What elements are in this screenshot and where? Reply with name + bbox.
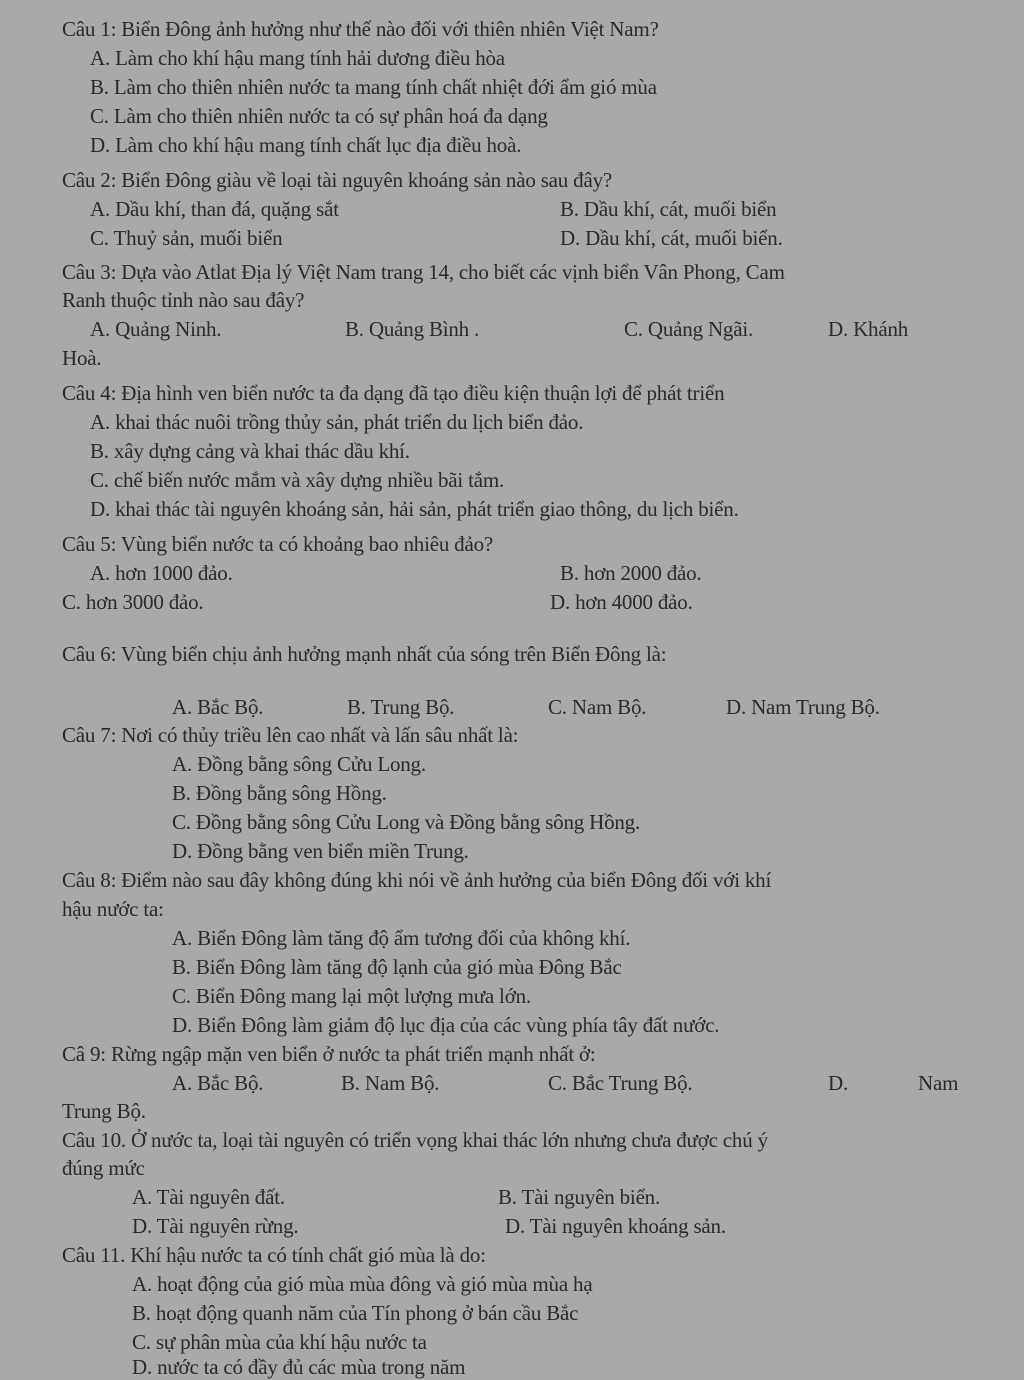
question-5-option-b: B. hơn 2000 đảo. bbox=[560, 561, 702, 585]
question-7-option-d: D. Đồng bằng ven biển miền Trung. bbox=[172, 839, 469, 863]
question-11-option-b: B. hoạt động quanh năm của Tín phong ở bán cầu Bắc bbox=[132, 1301, 579, 1325]
question-2-option-b: B. Dầu khí, cát, muối biển bbox=[560, 197, 777, 221]
question-11-option-a: A. hoạt động của gió mùa mùa đông và gió mùa mùa hạ bbox=[132, 1272, 593, 1296]
question-10-stem-line1: Câu 10. Ở nước ta, loại tài nguyên có triển vọng khai thác lớn nhưng chưa được chú ý bbox=[62, 1128, 768, 1152]
question-6-option-c: C. Nam Bộ. bbox=[548, 695, 647, 719]
question-2-stem: Câu 2: Biển Đông giàu về loại tài nguyên khoáng sản nào sau đây? bbox=[62, 168, 612, 192]
question-9-option-b: B. Nam Bộ. bbox=[341, 1071, 440, 1095]
question-6-option-d: D. Nam Trung Bộ. bbox=[726, 695, 880, 719]
question-9-option-c: C. Bắc Trung Bộ. bbox=[548, 1071, 693, 1095]
question-5-option-c: C. hơn 3000 đảo. bbox=[62, 590, 204, 614]
question-2-option-d: D. Dầu khí, cát, muối biển. bbox=[560, 226, 783, 250]
question-11-option-d: D. nước ta có đầy đủ các mùa trong năm bbox=[132, 1355, 466, 1379]
question-9-stem: Câ 9: Rừng ngập mặn ven biển ở nước ta phát triển mạnh nhất ở: bbox=[62, 1042, 596, 1066]
question-9-option-d: D. bbox=[828, 1071, 849, 1095]
question-8-option-a: A. Biển Đông làm tăng độ ẩm tương đối của không khí. bbox=[172, 926, 631, 950]
question-8-option-d: D. Biển Đông làm giảm độ lục địa của các vùng phía tây đất nước. bbox=[172, 1013, 720, 1037]
question-10-option-a: A. Tài nguyên đất. bbox=[132, 1185, 285, 1209]
question-4-option-b: B. xây dựng cảng và khai thác dầu khí. bbox=[90, 439, 410, 463]
question-3-stem-line1: Câu 3: Dựa vào Atlat Địa lý Việt Nam trang 14, cho biết các vịnh biển Vân Phong, Cam bbox=[62, 260, 785, 284]
question-7-option-a: A. Đồng bằng sông Cửu Long. bbox=[172, 752, 426, 776]
question-5-stem: Câu 5: Vùng biển nước ta có khoảng bao nhiêu đảo? bbox=[62, 532, 494, 556]
question-3-option-c: C. Quảng Ngãi. bbox=[624, 317, 754, 341]
question-5-option-d: D. hơn 4000 đảo. bbox=[550, 590, 693, 614]
question-7-option-c: C. Đồng bằng sông Cửu Long và Đồng bằng sông Hồng. bbox=[172, 810, 641, 834]
question-10-option-c: D. Tài nguyên rừng. bbox=[132, 1214, 299, 1238]
question-1-stem: Câu 1: Biển Đông ảnh hưởng như thế nào đối với thiên nhiên Việt Nam? bbox=[62, 17, 659, 41]
question-3-option-b: B. Quảng Bình . bbox=[345, 317, 480, 341]
question-9-option-d-wrap: Trung Bộ. bbox=[62, 1099, 146, 1123]
question-2-option-a: A. Dầu khí, than đá, quặng sắt bbox=[90, 197, 339, 221]
question-6-option-b: B. Trung Bộ. bbox=[347, 695, 455, 719]
question-1-option-a: A. Làm cho khí hậu mang tính hải dương điều hòa bbox=[90, 46, 505, 70]
question-4-option-c: C. chế biến nước mắm và xây dựng nhiều bãi tắm. bbox=[90, 468, 505, 492]
question-4-stem: Câu 4: Địa hình ven biển nước ta đa dạng đã tạo điều kiện thuận lợi để phát triển bbox=[62, 381, 725, 405]
question-3-option-a: A. Quảng Ninh. bbox=[90, 317, 222, 341]
question-6-option-a: A. Bắc Bộ. bbox=[172, 695, 264, 719]
question-9-option-a: A. Bắc Bộ. bbox=[172, 1071, 264, 1095]
question-3-option-d-wrap: Hoà. bbox=[62, 346, 102, 370]
question-8-option-c: C. Biển Đông mang lại một lượng mưa lớn. bbox=[172, 984, 531, 1008]
question-11-option-c: C. sự phân mùa của khí hậu nước ta bbox=[132, 1330, 427, 1354]
question-1-option-b: B. Làm cho thiên nhiên nước ta mang tính chất nhiệt đới ẩm gió mùa bbox=[90, 75, 657, 99]
question-1-option-d: D. Làm cho khí hậu mang tính chất lục địa điều hoà. bbox=[90, 133, 522, 157]
question-7-stem: Câu 7: Nơi có thủy triều lên cao nhất và lấn sâu nhất là: bbox=[62, 723, 519, 747]
question-9-option-d-text: Nam bbox=[918, 1071, 959, 1095]
question-3-option-d: D. Khánh bbox=[828, 317, 909, 341]
question-10-option-d: D. Tài nguyên khoáng sản. bbox=[505, 1214, 726, 1238]
question-5-option-a: A. hơn 1000 đảo. bbox=[90, 561, 233, 585]
question-8-stem-line2: hậu nước ta: bbox=[62, 897, 164, 921]
question-6-stem: Câu 6: Vùng biển chịu ảnh hưởng mạnh nhất của sóng trên Biển Đông là: bbox=[62, 642, 667, 666]
question-11-stem: Câu 11. Khí hậu nước ta có tính chất gió mùa là do: bbox=[62, 1243, 486, 1267]
question-8-stem-line1: Câu 8: Điểm nào sau đây không đúng khi nói về ảnh hưởng của biển Đông đối với khí bbox=[62, 868, 772, 892]
question-2-option-c: C. Thuỷ sản, muối biển bbox=[90, 226, 283, 250]
question-10-stem-line2: đúng mức bbox=[62, 1156, 145, 1180]
question-4-option-a: A. khai thác nuôi trồng thủy sản, phát triển du lịch biển đảo. bbox=[90, 410, 584, 434]
question-4-option-d: D. khai thác tài nguyên khoáng sản, hải sản, phát triển giao thông, du lịch biển. bbox=[90, 497, 739, 521]
question-8-option-b: B. Biển Đông làm tăng độ lạnh của gió mùa Đông Bắc bbox=[172, 955, 622, 979]
question-3-stem-line2: Ranh thuộc tỉnh nào sau đây? bbox=[62, 288, 305, 312]
question-1-option-c: C. Làm cho thiên nhiên nước ta có sự phân hoá đa dạng bbox=[90, 104, 548, 128]
question-10-option-b: B. Tài nguyên biển. bbox=[498, 1185, 661, 1209]
question-7-option-b: B. Đồng bằng sông Hồng. bbox=[172, 781, 387, 805]
